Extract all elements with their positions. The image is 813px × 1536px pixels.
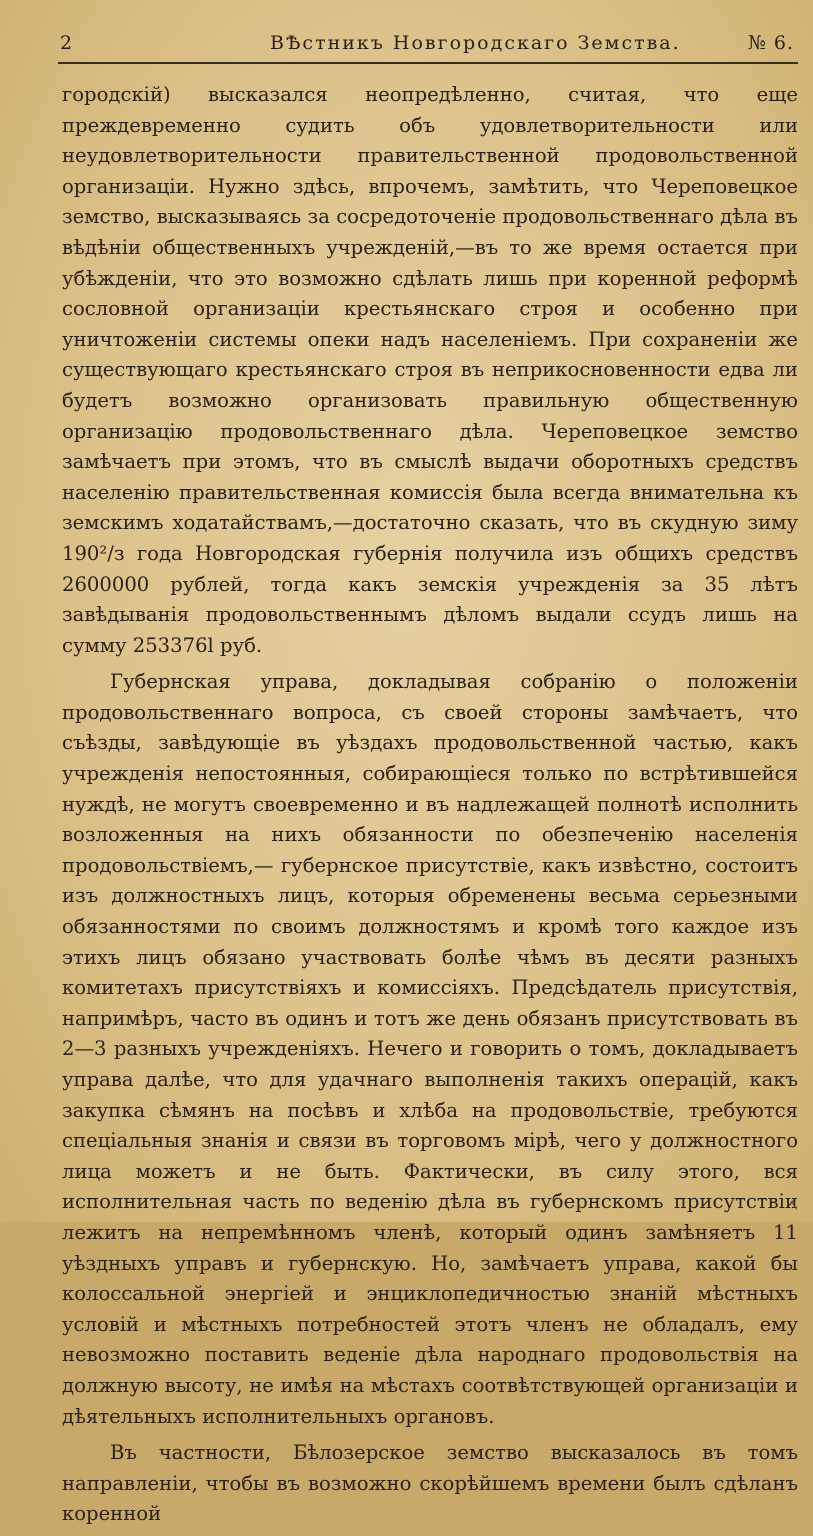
paragraph-continued: городскій) высказался неопредѣленно, считая, что еще преждевременно судить объ удовлетворительности или неудовлетворительности правительственной продовольственной организаціи. Нужно здѣсь, впрочемъ, замѣтить, что Череповецкое земство, высказываясь за сосредоточеніе продовольственнаго дѣла въ вѣдѣніи общественныхъ учрежденій,—въ то же время остается при убѣжденіи, что это возможно сдѣлать лишь при коренной реформѣ сословной организаціи крестьянскаго строя и особенно при уничтоженіи системы опеки надъ населеніемъ. При сохраненіи же существующаго крестьянскаго строя въ неприкосновенности едва ли будетъ возможно организовать правильную общественную организацію продовольственнаго дѣла. Череповецкое земство замѣчаетъ при этомъ, что въ смыслѣ выдачи оборотныхъ средствъ населенію правительственная комиссія была всегда внимательна къ земскимъ ходатайствамъ,—достаточно сказать, что въ скудную зиму 190²/з года Новгородская губернія получила изъ общихъ средствъ 2600000 рублей, тогда какъ земскія учрежденія за 35 лѣтъ завѣдыванія продовольственнымъ дѣломъ выдали ссудъ лишь на сумму 253376l руб.	[62, 83, 798, 657]
issue-number: № 6.	[747, 32, 794, 54]
paragraph-gubernskaya-uprava: Губернская управа, докладывая собранію о положеніи продовольственнаго вопроса, съ своей стороны замѣчаетъ, что съѣзды, завѣдующіе въ уѣздахъ продовольственной частью, какъ учрежденія непостоянныя, собирающіеся только по встрѣтившейся нуждѣ, не могутъ своевременно и въ надлежащей полнотѣ исполнить возложенныя на нихъ обязанности по обезпеченію населенія продовольствіемъ,— губернское присутствіе, какъ извѣстно, состоитъ изъ должностныхъ лицъ, которыя обременены весьма серьезными обязанностями по своимъ должностямъ и кромѣ того каждое изъ этихъ лицъ обязано участвовать болѣе чѣмъ въ десяти разныхъ комитетахъ присутствіяхъ и комиссіяхъ. Предсѣдатель присутствія, напримѣръ, часто въ одинъ и тотъ же день обязанъ присутствовать въ 2—3 разныхъ учрежденіяхъ. Нечего и говорить о томъ, докладываетъ управа далѣе, что для удачнаго выполненія такихъ операцій, какъ закупка сѣмянъ на посѣвъ и хлѣба на продовольствіе, требуются спеціальныя знанія и связи въ торговомъ мірѣ, чего у должностного лица можетъ и не быть. Фактически, въ силу этого, вся исполнительная часть по веденію дѣла въ губернскомъ присутствіи лежитъ на непремѣнномъ членѣ, который одинъ замѣняетъ 11 уѣздныхъ управъ и губернскую. Но, замѣчаетъ управа, какой бы колоссальной энергіей и энциклопедичностью знаній мѣстныхъ условій и мѣстныхъ потребностей этотъ членъ не обладалъ, ему невозможно поставить веденіе дѣла народнаго продовольствія на должную высоту, не имѣя на мѣстахъ соотвѣтствующей организаціи и дѣятельныхъ исполнительныхъ органовъ.	[62, 670, 798, 1428]
journal-title: ВѢстникъ Новгородскаго Земства.	[270, 32, 681, 54]
paragraph-belozerskoe: Въ частности, Бѣлозерское земство высказалось въ томъ направленіи, чтобы въ возможно скорѣйшемъ времени былъ сдѣланъ коренной	[62, 1441, 798, 1526]
header-rule	[58, 62, 798, 64]
running-header	[60, 28, 798, 58]
page-number: 2	[60, 32, 74, 54]
body-text	[62, 80, 798, 1536]
